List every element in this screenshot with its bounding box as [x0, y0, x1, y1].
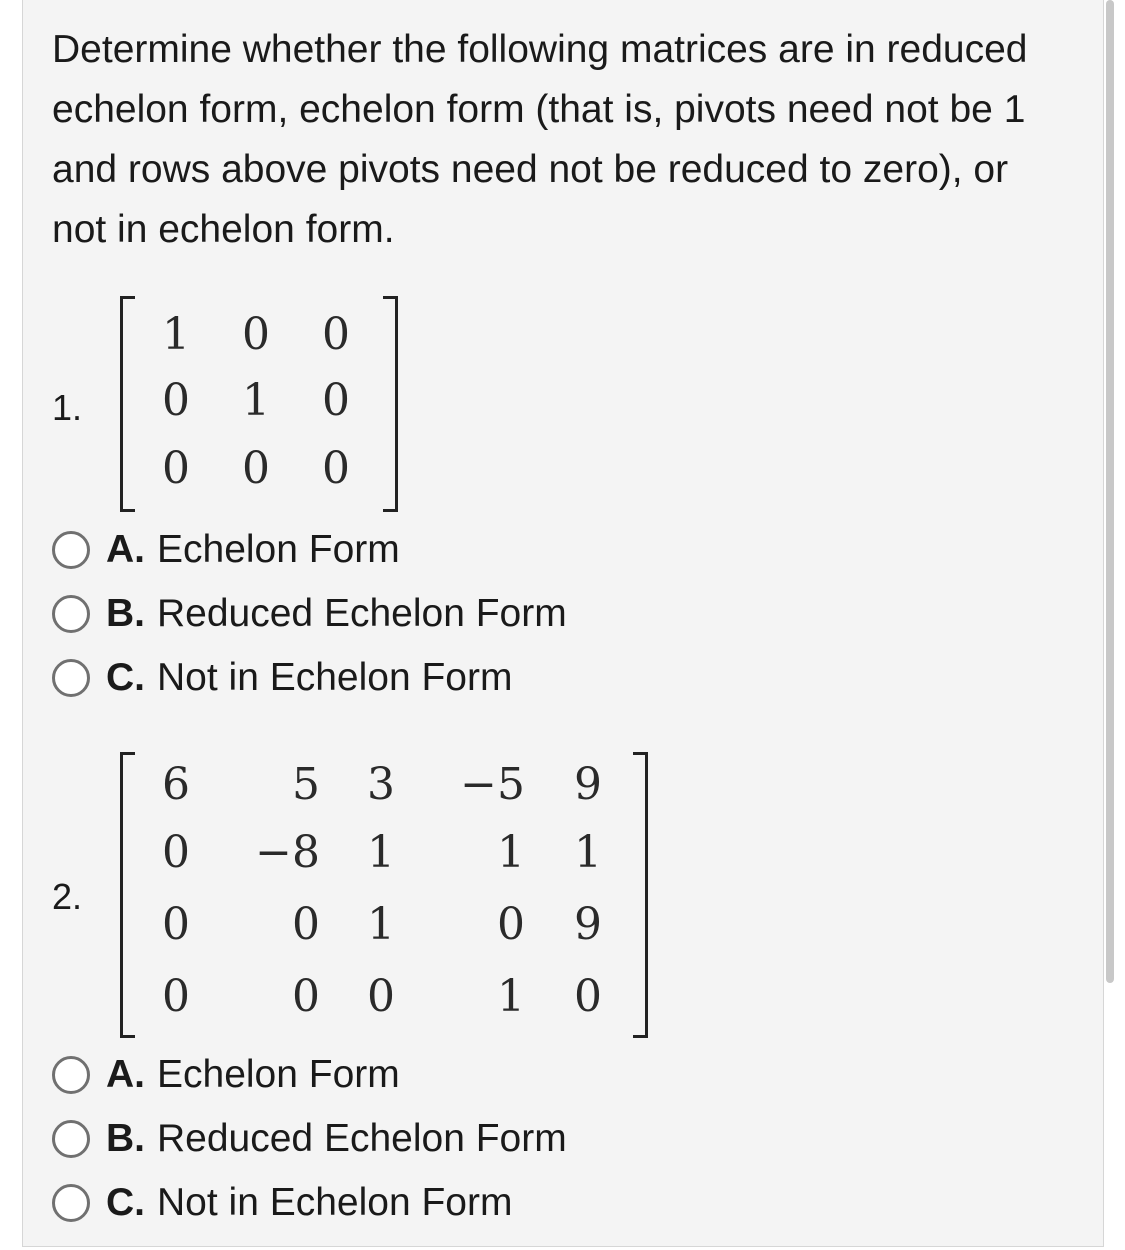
option-letter: C.	[106, 1181, 145, 1224]
radio-button-icon[interactable]	[52, 1056, 90, 1094]
matrix-cell: 0	[367, 971, 395, 1022]
matrix-cell: 0	[497, 899, 525, 950]
matrix-cell: 1	[574, 827, 602, 878]
matrix-cell: 1	[497, 827, 525, 878]
option-letter: C.	[106, 656, 145, 699]
matrix-row	[120, 752, 648, 818]
q2-option-c[interactable]	[52, 1175, 512, 1231]
option-letter: A.	[106, 528, 145, 571]
question-1-number: 1.	[52, 387, 83, 428]
option-label: Not in Echelon Form	[157, 1181, 513, 1224]
option-label: Echelon Form	[157, 1053, 400, 1096]
matrix-cell: 6	[162, 759, 190, 810]
matrix-cell: 0	[242, 309, 270, 360]
question-2-matrix	[120, 752, 648, 1038]
option-letter: A.	[106, 1053, 145, 1096]
matrix-cell: 0	[242, 443, 270, 494]
matrix-cell: 1	[497, 971, 525, 1022]
option-label: Reduced Echelon Form	[157, 592, 567, 635]
matrix-row	[120, 368, 398, 434]
matrix-cell: 1	[367, 899, 395, 950]
radio-button-icon[interactable]	[52, 1184, 90, 1222]
matrix-cell: 5	[292, 759, 320, 810]
matrix-cell: 1	[367, 827, 395, 878]
q2-option-a[interactable]	[52, 1047, 400, 1103]
matrix-cell: 0	[162, 899, 190, 950]
scrollbar-thumb[interactable]	[1106, 0, 1114, 983]
radio-button-icon[interactable]	[52, 1120, 90, 1158]
q2-option-b[interactable]	[52, 1111, 567, 1167]
matrix-cell: 0	[322, 375, 350, 426]
matrix-row	[120, 964, 648, 1030]
radio-button-icon[interactable]	[52, 595, 90, 633]
radio-button-icon[interactable]	[52, 659, 90, 697]
matrix-cell: 0	[292, 899, 320, 950]
matrix-cell: 0	[292, 971, 320, 1022]
q1-option-b[interactable]	[52, 586, 567, 642]
matrix-cell: 0	[162, 443, 190, 494]
matrix-cell: 0	[162, 827, 190, 878]
option-letter: B.	[106, 592, 145, 635]
option-label: Echelon Form	[157, 528, 400, 571]
matrix-row	[120, 892, 648, 958]
matrix-cell: 1	[162, 309, 190, 360]
instructions-text: Determine whether the following matrices are in reduced echelon form, echelon form (that is, pivots need not be 1 and rows above pivots need not be reduced to zero), or not in echelon form.	[52, 28, 1028, 251]
matrix-row	[120, 820, 648, 886]
option-letter: B.	[106, 1117, 145, 1160]
q1-option-a[interactable]	[52, 522, 400, 578]
matrix-cell: 9	[574, 759, 602, 810]
matrix-cell: 9	[574, 899, 602, 950]
matrix-cell: 1	[242, 375, 270, 426]
matrix-cell: 0	[162, 971, 190, 1022]
matrix-cell: 0	[162, 375, 190, 426]
question-1-matrix	[120, 296, 398, 512]
matrix-cell: −5	[460, 759, 525, 810]
matrix-cell: 0	[322, 443, 350, 494]
matrix-cell: 3	[367, 759, 395, 810]
matrix-cell: 0	[574, 971, 602, 1022]
radio-button-icon[interactable]	[52, 531, 90, 569]
matrix-row	[120, 436, 398, 502]
matrix-cell: 0	[322, 309, 350, 360]
matrix-row	[120, 302, 398, 368]
matrix-cell: −8	[255, 827, 320, 878]
option-label: Not in Echelon Form	[157, 656, 513, 699]
question-2-number: 2.	[52, 876, 83, 917]
q1-option-c[interactable]	[52, 650, 512, 706]
option-label: Reduced Echelon Form	[157, 1117, 567, 1160]
